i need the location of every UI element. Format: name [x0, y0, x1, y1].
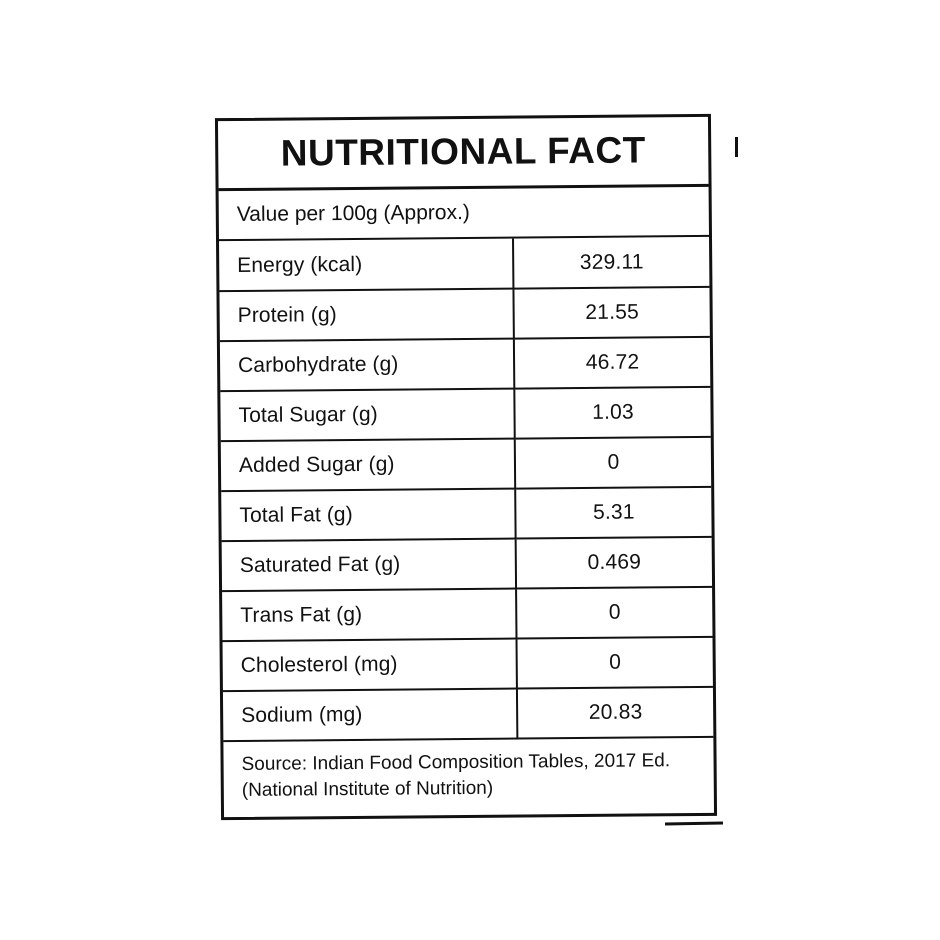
nutrient-name: Saturated Fat (g) — [222, 539, 516, 592]
nutrient-value: 1.03 — [514, 387, 710, 439]
serving-basis-text: Value per 100g (Approx.) — [236, 200, 470, 226]
table-row — [221, 437, 711, 491]
print-mark-bottom — [665, 821, 723, 825]
source-row — [223, 738, 714, 818]
serving-basis-row — [219, 187, 709, 241]
nutrient-value: 20.83 — [517, 687, 713, 739]
nutrient-name: Carbohydrate (g) — [220, 339, 514, 392]
page-title: NUTRITIONAL FACT — [280, 129, 646, 174]
table-row — [219, 237, 709, 291]
table-row — [223, 637, 713, 691]
nutrient-value: 21.55 — [513, 287, 709, 339]
nutrient-value: 0.469 — [516, 537, 712, 589]
nutrient-name: Added Sugar (g) — [221, 439, 515, 492]
nutrient-name: Total Fat (g) — [221, 489, 515, 542]
table-row — [222, 537, 712, 591]
nutrient-name: Sodium (mg) — [223, 689, 517, 742]
nutrient-value: 329.11 — [513, 237, 709, 289]
nutrient-value: 0 — [515, 437, 711, 489]
nutrient-value: 46.72 — [514, 337, 710, 389]
nutrient-value: 0 — [516, 587, 712, 639]
nutrient-name: Total Sugar (g) — [220, 389, 514, 442]
table-row — [220, 387, 710, 441]
table-row — [222, 587, 712, 641]
nutrition-label-panel — [215, 114, 717, 821]
nutrient-name: Energy (kcal) — [219, 239, 513, 292]
nutrition-table-body — [219, 237, 713, 741]
nutrient-value: 5.31 — [515, 487, 711, 539]
nutrient-value: 0 — [516, 637, 712, 689]
label-title-row — [218, 117, 709, 191]
table-row — [221, 487, 711, 541]
nutrient-name: Trans Fat (g) — [222, 589, 516, 642]
source-text: Source: Indian Food Composition Tables, 2017 Ed. (National Institute of Nutrition) — [241, 750, 671, 801]
nutrition-table — [219, 237, 713, 742]
nutrient-name: Cholesterol (mg) — [223, 639, 517, 692]
print-mark-right — [735, 137, 738, 157]
table-row — [220, 337, 710, 391]
nutrient-name: Protein (g) — [219, 289, 513, 342]
table-row — [219, 287, 709, 341]
table-row — [223, 687, 713, 741]
